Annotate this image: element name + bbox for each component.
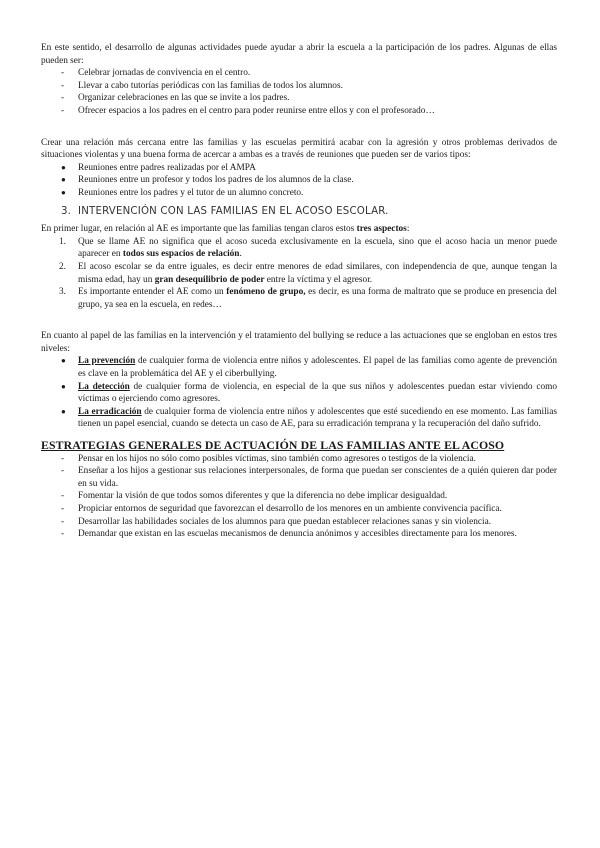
list-item: - Demandar que existan en las escuelas mecanismos de denuncia anónimos y accesibles directamente para los menores. [41,528,557,541]
section3-intro: En primer lugar, en relación al AE es importante que las familias tengan claros estos tres aspectos: [41,224,410,235]
list-item: ● Reuniones entre un profesor y todos los padres de los alumnos de la clase. [61,175,354,186]
list-item: 3. Es importante entender el AE como un fenómeno de grupo, es decir, es una forma de maltrato que se produce en presencia del grupo, ya sea en la escuela, en redes… [59,287,558,310]
section-heading-strategies: ESTRATEGIAS GENERALES DE ACTUACIÓN DE LAS FAMILIAS ANTE EL ACOSO [41,438,505,453]
activities-list [41,67,557,117]
section1-intro: En este sentido, el desarrollo de algunas actividades puede ayudar a abrir la escuela a la participación de los padres. Algunas de ellas pueden ser: [41,43,557,66]
list-item: - Organizar celebraciones en las que se invite a los padres. [41,92,557,105]
bullet-icon: ● [61,187,66,197]
list-item: ● Reuniones entre padres realizadas por el AMPA [61,162,256,173]
levels-list [41,355,557,431]
bullet-icon: ● [61,381,66,391]
list-item: - Celebrar jornadas de convivencia en el centro. [41,67,557,80]
list-item: 1. Que se llame AE no significa que el acoso suceda exclusivamente en la escuela, sino que el acoso hacia un menor puede aparecer en todos sus espacios de relación. [59,236,557,260]
list-item: - Llevar a cabo tutorías periódicas con las familias de todos los alumnos. [41,80,557,93]
list-item: - Desarrollar las habilidades sociales de los alumnos para que puedan establecer relaciones sanas y sin violencia. [41,516,557,529]
bullet-icon: ● [61,162,66,172]
document-page [41,42,557,541]
section4-intro: En cuanto al papel de las familias en la intervención y el tratamiento del bullying se reduce a las actuaciones que se engloban en estos tres niveles: [41,331,557,354]
list-item: 2. El acoso escolar se da entre iguales, es decir entre menores de edad similares, con independencia de que, aunque tengan la misma edad, hay un gran desequilibrio de poder entre la víctima y el agresor. [59,261,557,285]
meetings-list [41,162,557,200]
bullet-icon: ● [61,356,66,366]
list-item: - Propiciar entornos de seguridad que favorezcan el desarrollo de los menores en un ambiente convivencia pacífica. [41,503,557,516]
list-item: - Pensar en los hijos no sólo como posibles víctimas, sino también como agresores o testigos de la violencia. [41,453,557,466]
list-item: ● La detección de cualquier forma de violencia, en especial de la que sus niños y adolescentes puedan estar viviendo como víctimas o ejerciendo como agresores. [61,381,557,405]
strategies-list [41,453,557,541]
aspects-list [41,236,557,312]
list-item: ● Reuniones entre los padres y el tutor de un alumno concreto. [61,187,304,198]
list-item: - Enseñar a los hijos a gestionar sus relaciones interpersonales, de forma que puedan ser conscientes de a quién quieren dar poder en su vida. [41,465,557,490]
list-item: - Ofrecer espacios a los padres en el centro para poder reunirse entre ellos y con el profesorado… [41,105,557,118]
section2-intro: Crear una relación más cercana entre las familias y las escuelas permitirá acabar con la agresión y otros problemas derivados de situaciones violentas y una buena forma de acercar a ambas es a través de reuniones que pueden ser de varios tipos: [41,137,557,161]
list-item: - Fomentar la visión de que todos somos diferentes y que la diferencia no debe implicar desigualdad. [41,490,557,503]
section-heading-3: 3. INTERVENCIÓN CON LAS FAMILIAS EN EL ACOSO ESCOLAR. [61,205,389,217]
list-item: ● La prevención de cualquier forma de violencia entre niños y adolescentes. El papel de las familias como agente de prevención es clave en la problemática del AE y el ciberbullying. [61,356,558,380]
list-item: ● La erradicación de cualquier forma de violencia entre niños y adolescentes que esté sucediendo en ese momento. Las familias tienen un papel esencial, cuando se detecta un caso de AE, para su erradicación temprana y la recuperación del daño sufrido. [61,406,557,430]
bullet-icon: ● [61,406,66,416]
bullet-icon: ● [61,175,66,185]
